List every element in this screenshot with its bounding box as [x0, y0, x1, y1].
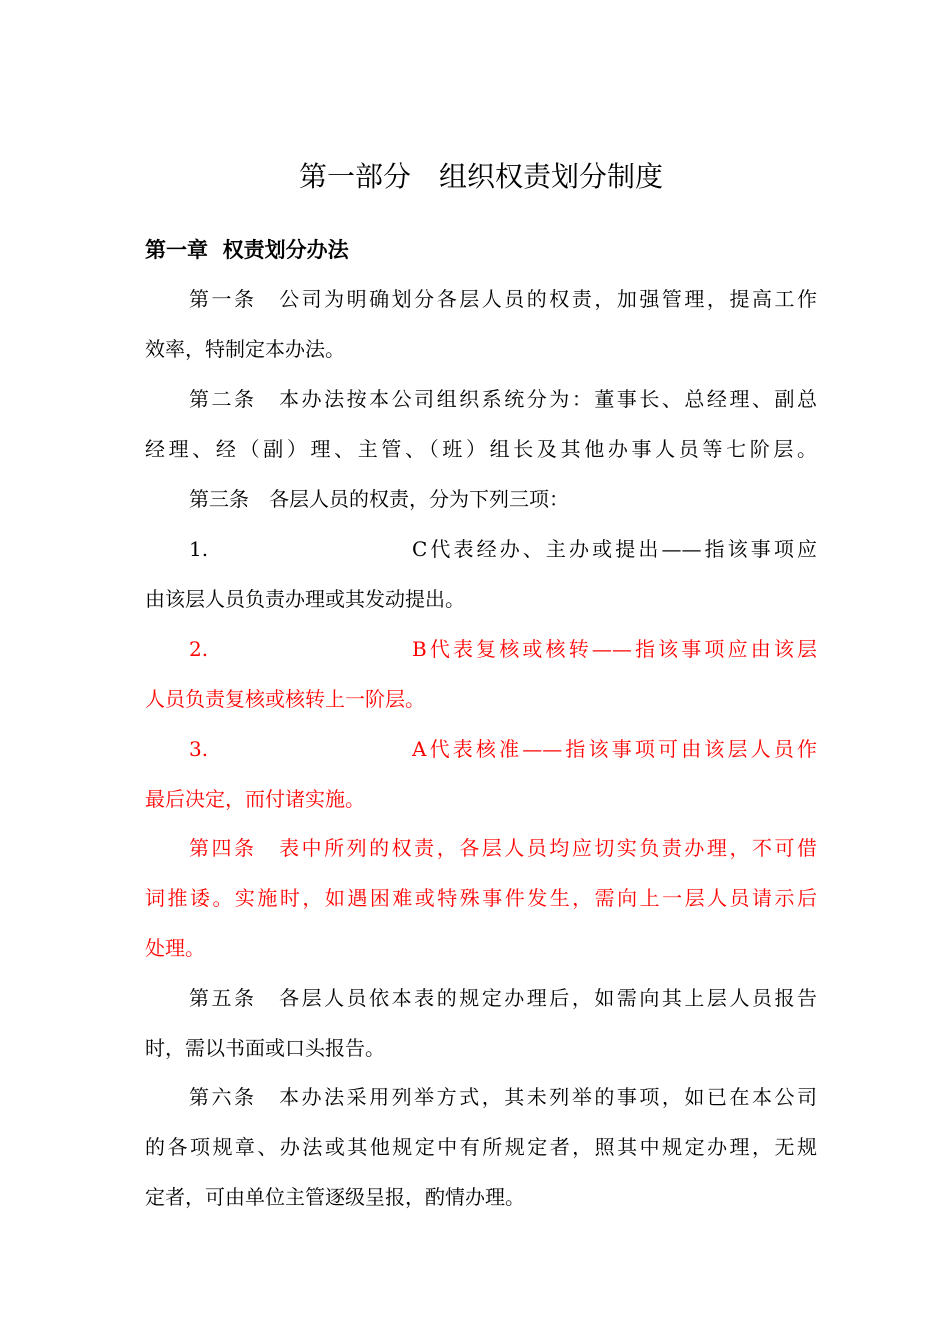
article-4-line-2: 词推诿。实施时，如遇困难或特殊事件发生，需向上一层人员请示后 [145, 886, 817, 910]
article-6-line-2: 的各项规章、办法或其他规定中有所规定者，照其中规定办理，无规 [145, 1135, 817, 1159]
item-1-line-2: 由该层人员负责办理或其发动提出。 [145, 587, 465, 611]
article-4-line-3: 处理。 [145, 936, 205, 960]
item-3-line-2: 最后决定，而付诸实施。 [145, 787, 365, 811]
item-3-number: 3. [189, 737, 209, 761]
article-3-line-1: 第三条 各层人员的权责，分为下列三项： [189, 487, 569, 511]
article-6-line-1: 第六条 本办法采用列举方式，其未列举的事项，如已在本公司 [189, 1085, 817, 1109]
article-6-line-3: 定者，可由单位主管逐级呈报，酌情办理。 [145, 1185, 525, 1209]
article-5-line-2: 时，需以书面或口头报告。 [145, 1036, 385, 1060]
item-2-line-1: B代表复核或核转——指该事项应由该层 [412, 637, 817, 661]
article-1-line-2: 效率，特制定本办法。 [145, 337, 345, 361]
article-5-line-1: 第五条 各层人员依本表的规定办理后，如需向其上层人员报告 [189, 986, 817, 1010]
item-2-line-2: 人员负责复核或核转上一阶层。 [145, 687, 425, 711]
article-1-line-1: 第一条 公司为明确划分各层人员的权责，加强管理，提高工作 [189, 287, 817, 311]
chapter-heading: 第一章 权责划分办法 [145, 237, 349, 262]
page-title: 第一部分 组织权责划分制度 [298, 160, 663, 193]
item-1-line-1: C代表经办、主办或提出——指该事项应 [412, 537, 817, 561]
article-2-line-1: 第二条 本办法按本公司组织系统分为：董事长、总经理、副总 [189, 387, 817, 411]
article-4-line-1: 第四条 表中所列的权责，各层人员均应切实负责办理，不可借 [189, 836, 817, 860]
item-2-number: 2. [189, 637, 209, 661]
article-2-line-2: 经理、经（副）理、主管、（班）组长及其他办事人员等七阶层。 [145, 437, 817, 461]
item-1-number: 1. [189, 537, 209, 561]
item-3-line-1: A代表核准——指该事项可由该层人员作 [412, 737, 817, 761]
